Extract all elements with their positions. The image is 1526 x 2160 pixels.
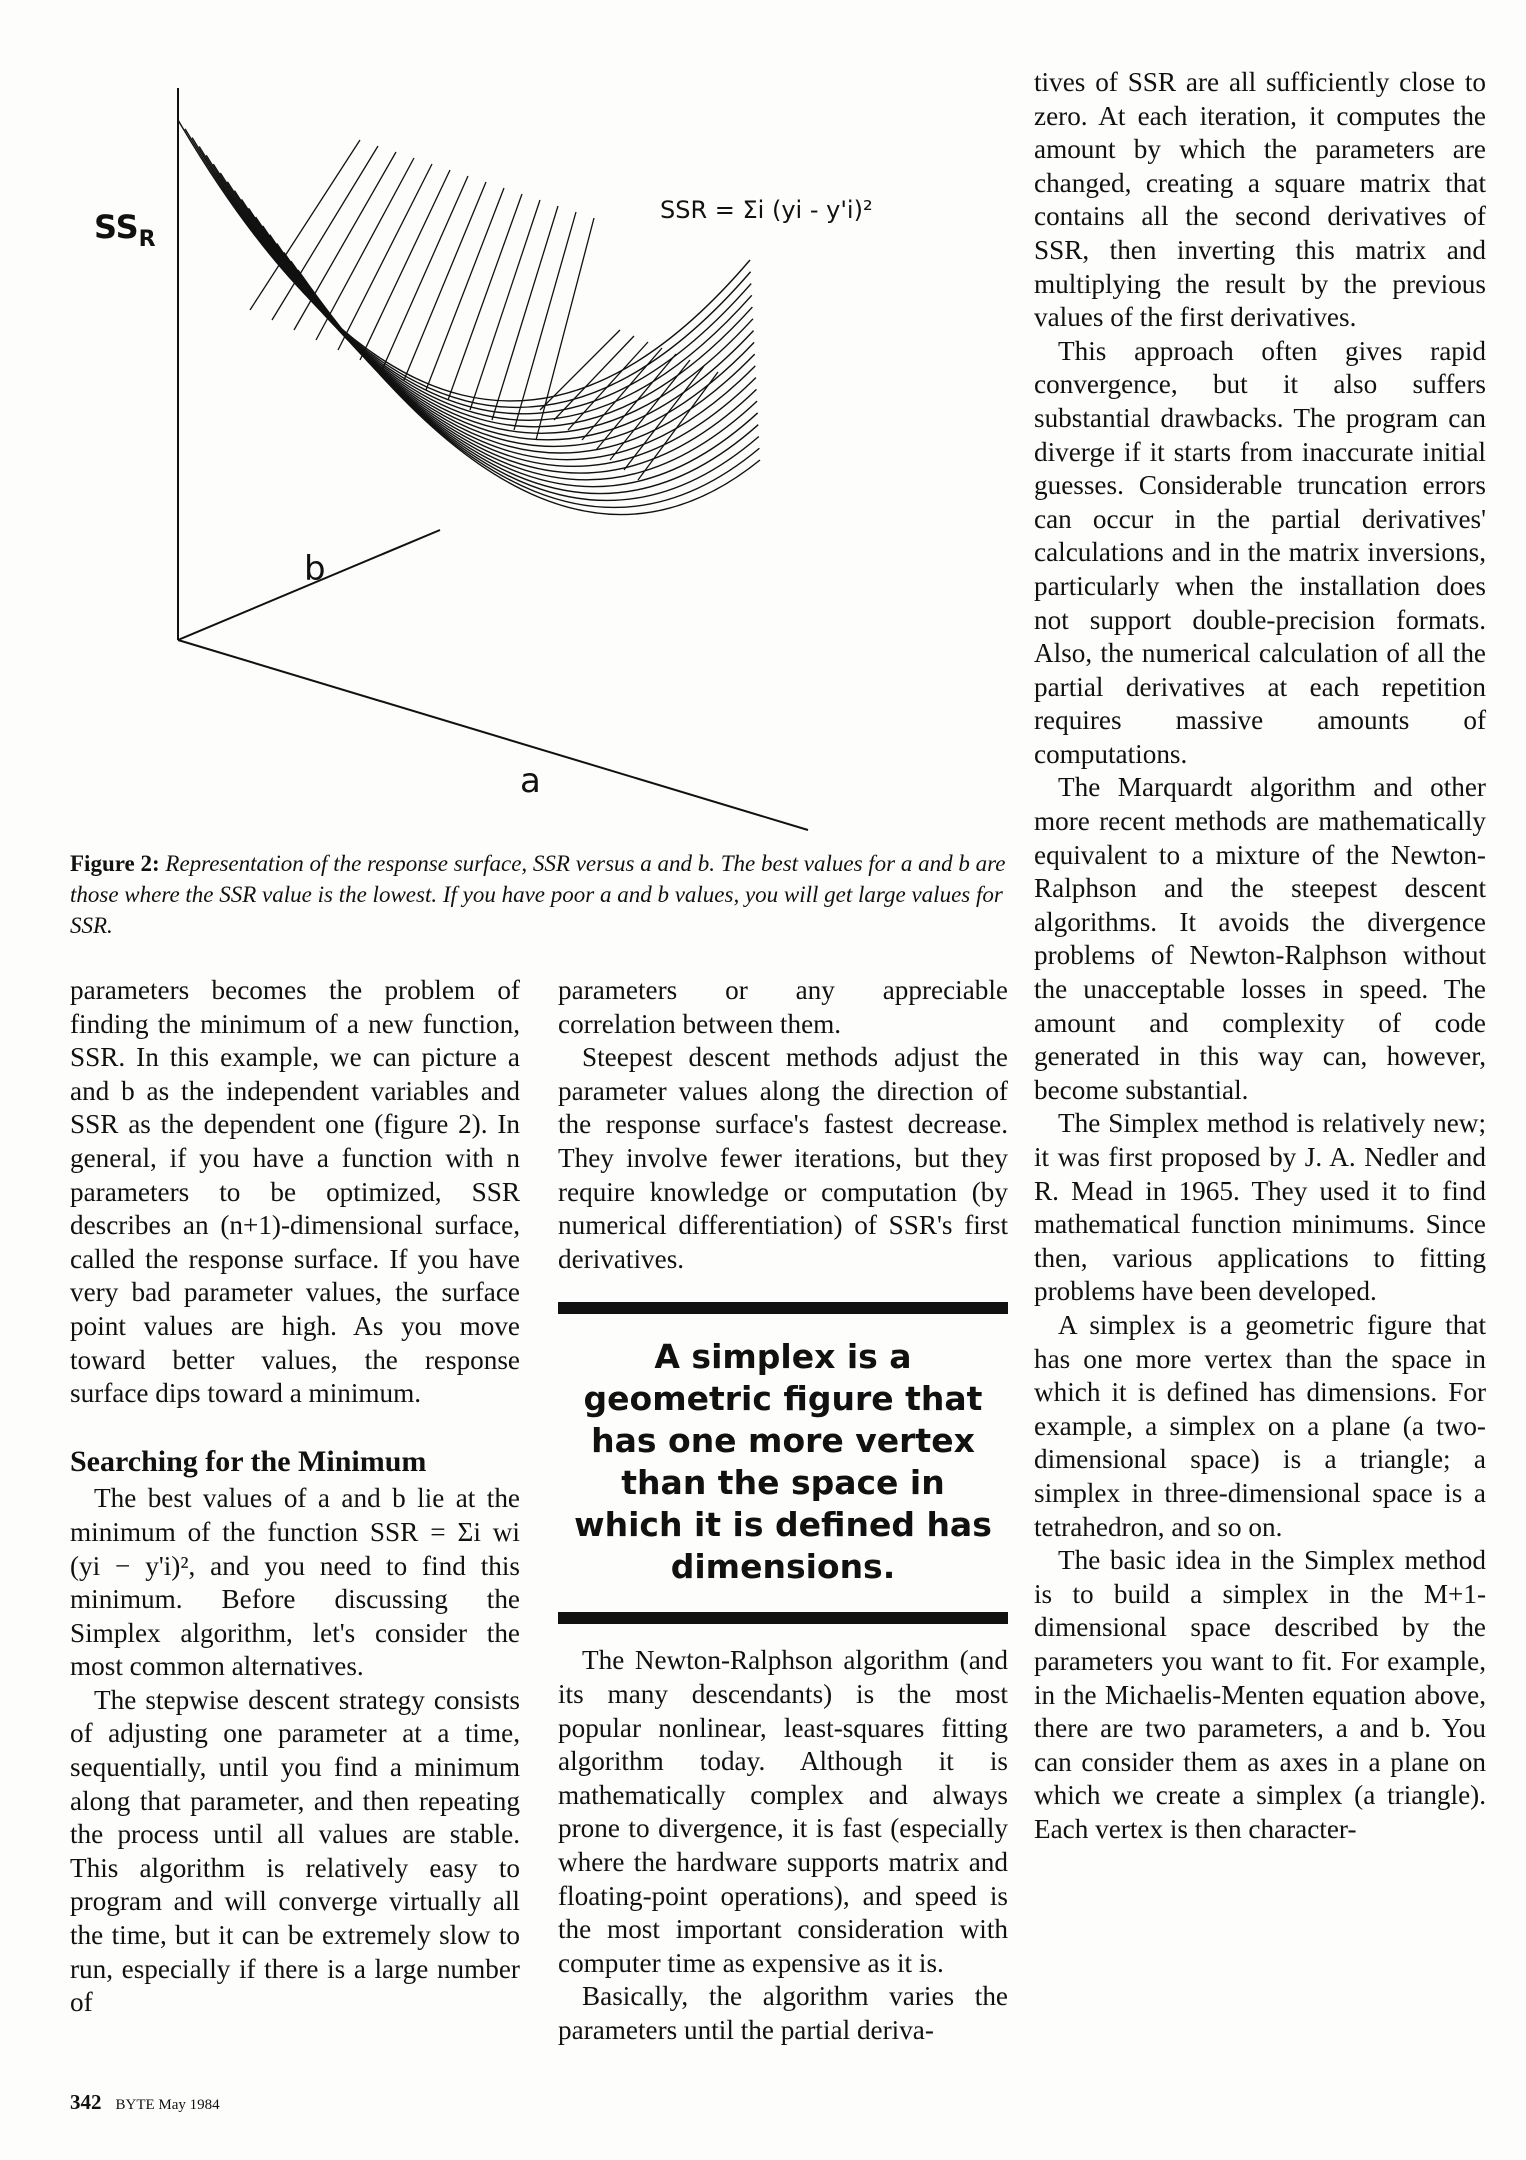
col2-paragraph-1: parameters or any appreciable correlation between them. — [558, 975, 1008, 1039]
col2-paragraph-4: Basically, the algorithm varies the parameters until the partial deriva- — [558, 1981, 1008, 2045]
col1-paragraph-1: parameters becomes the problem of finding the minimum of a new function, SSR. In this example, we can picture a and b as the independent variables and SSR as the dependent one (figure 2). In general, if you have a function with n parameters to be optimized, SSR describes an (n+1)-dimensional surface, called the response surface. If you have very bad parameter values, the surface point values are high. As you move toward better values, the response surface dips toward a minimum. — [70, 975, 520, 1409]
hatch-line — [382, 176, 468, 370]
surface-curve — [242, 199, 756, 459]
surface-curve — [249, 208, 756, 466]
magazine-issue: BYTE May 1984 — [115, 2097, 220, 2113]
col3-paragraph-1: tives of SSR are all sufficiently close to zero. At each iteration, it computes the amount by which the parameters are changed, creating a square matrix that contains all the second derivatives of SSR, then inverting this matrix and multiplying the result by the previous values of the first derivatives. — [1034, 67, 1486, 333]
column-3 — [1034, 66, 1486, 1846]
col2-paragraph-2: Steepest descent methods adjust the parameter values along the direction of the response surface's fastest decrease. They involve fewer iterations, but they require knowledge or computation (by numerical differentiation) of SSR's first derivatives. — [558, 1042, 1008, 1274]
surface-curve — [256, 217, 757, 473]
page-number: 342 — [70, 2090, 102, 2114]
col3-paragraph-5: A simplex is a geometric figure that has one more vertex than the space in which it is defined has dimensions. For example, a simplex on a plane (a two-dimensional space) is a triangle; a simplex in three-dimensional space is a tetrahedron, and so on. — [1034, 1309, 1486, 1542]
column-2 — [558, 974, 1008, 2047]
hatch-line — [294, 152, 396, 330]
response-surface-figure — [60, 60, 1020, 860]
col3-paragraph-4: The Simplex method is relatively new; it was first proposed by J. A. Nedler and R. Mead in 1965. They used it to find mathematical function minimums. Since then, various applications to fitting problems have been developed. — [1034, 1108, 1486, 1307]
y-axis-label — [94, 208, 156, 252]
ssr-equation: SSR = Σi (yi - y'i)² — [660, 196, 873, 224]
a-axis — [178, 640, 808, 830]
b-axis-label: b — [304, 549, 326, 589]
figure-caption — [70, 848, 1010, 941]
y-axis-label-sub: R — [138, 227, 156, 252]
caption-text: Representation of the response surface, SSR versus a and b. The best values for a and b are those where the SSR value is the lowest. If you have poor a and b values, you will get large values for SSR. — [70, 851, 1006, 938]
col2-paragraph-3: The Newton-Ralphson algorithm (and its many descendants) is the most popular nonlinear, least-squares fitting algorithm today. Although it is mathematically complex and always prone to divergence, it is fast (especially where the hardware supports matrix and floating-point operations), and speed is the most important consideration with computer time as expensive as it is. — [558, 1645, 1008, 1978]
page-footer — [70, 2090, 220, 2115]
col3-paragraph-3: The Marquardt algorithm and other more recent methods are mathematically equivalent to a mixture of the Newton-Ralphson and the steepest descent algorithms. It avoids the divergence problems of Newton-Ralphson without the unacceptable losses in speed. The amount and complexity of code generated in this way can, however, become substantial. — [1034, 772, 1486, 1105]
section-heading: Searching for the Minimum — [70, 1444, 427, 1478]
hatch-line — [338, 164, 432, 350]
column-1 — [70, 974, 520, 2020]
y-axis-label-main: SS — [94, 208, 139, 246]
caption-label: Figure 2: — [70, 851, 160, 876]
surface-diagram — [60, 60, 1020, 860]
hatch-line — [610, 360, 690, 460]
hatch-line — [568, 342, 648, 430]
a-axis-label: a — [520, 761, 541, 801]
hatch-line — [272, 146, 378, 320]
pull-quote: A simplex is a geometric figure that has one more vertex than the space in which it is defined has dimensions. — [558, 1302, 1008, 1624]
surface-curve — [199, 146, 752, 420]
hatch-line — [360, 170, 450, 360]
surface-curve — [270, 235, 758, 487]
col1-paragraph-3: The stepwise descent strategy consists of adjusting one parameter at a time, sequentially, until you find a minimum along that parameter, and then repeating the process until all values are stable. This algorithm is relatively easy to program and will converge virtually all the time, but it can be extremely slow to run, especially if there is a large number of — [70, 1684, 520, 2018]
col1-paragraph-2: The best values of a and b lie at the minimum of the function SSR = Σi wi (yi − y'i)², and you need to find this minimum. Before discussing the Simplex algorithm, let's consider the most common alternatives. — [70, 1483, 520, 1682]
hatch-line — [404, 182, 486, 380]
surface-curve — [178, 120, 750, 401]
col3-paragraph-6: The basic idea in the Simplex method is to build a simplex in the M+1-dimensional space described by the parameters you want to fit. For example, in the Michaelis-Menten equation above, there are two parameters, a and b. You can consider them as axes in a plane on which we create a simplex (a triangle). Each vertex is then character- — [1034, 1545, 1486, 1844]
surface-curve — [298, 270, 760, 515]
surface-curves — [178, 120, 760, 515]
col3-paragraph-2: This approach often gives rapid convergence, but it also suffers substantial drawbacks. The program can diverge if it starts from inaccurate initial guesses. Considerable truncation errors can occur in the partial derivatives' calculations and in the matrix inversions, particularly when the installation does not support double-precision formats. Also, the numerical calculation of all the partial derivatives at each repetition requires massive amounts of computations. — [1034, 335, 1486, 769]
hatch-line — [426, 188, 504, 390]
hatch-line — [448, 194, 522, 400]
